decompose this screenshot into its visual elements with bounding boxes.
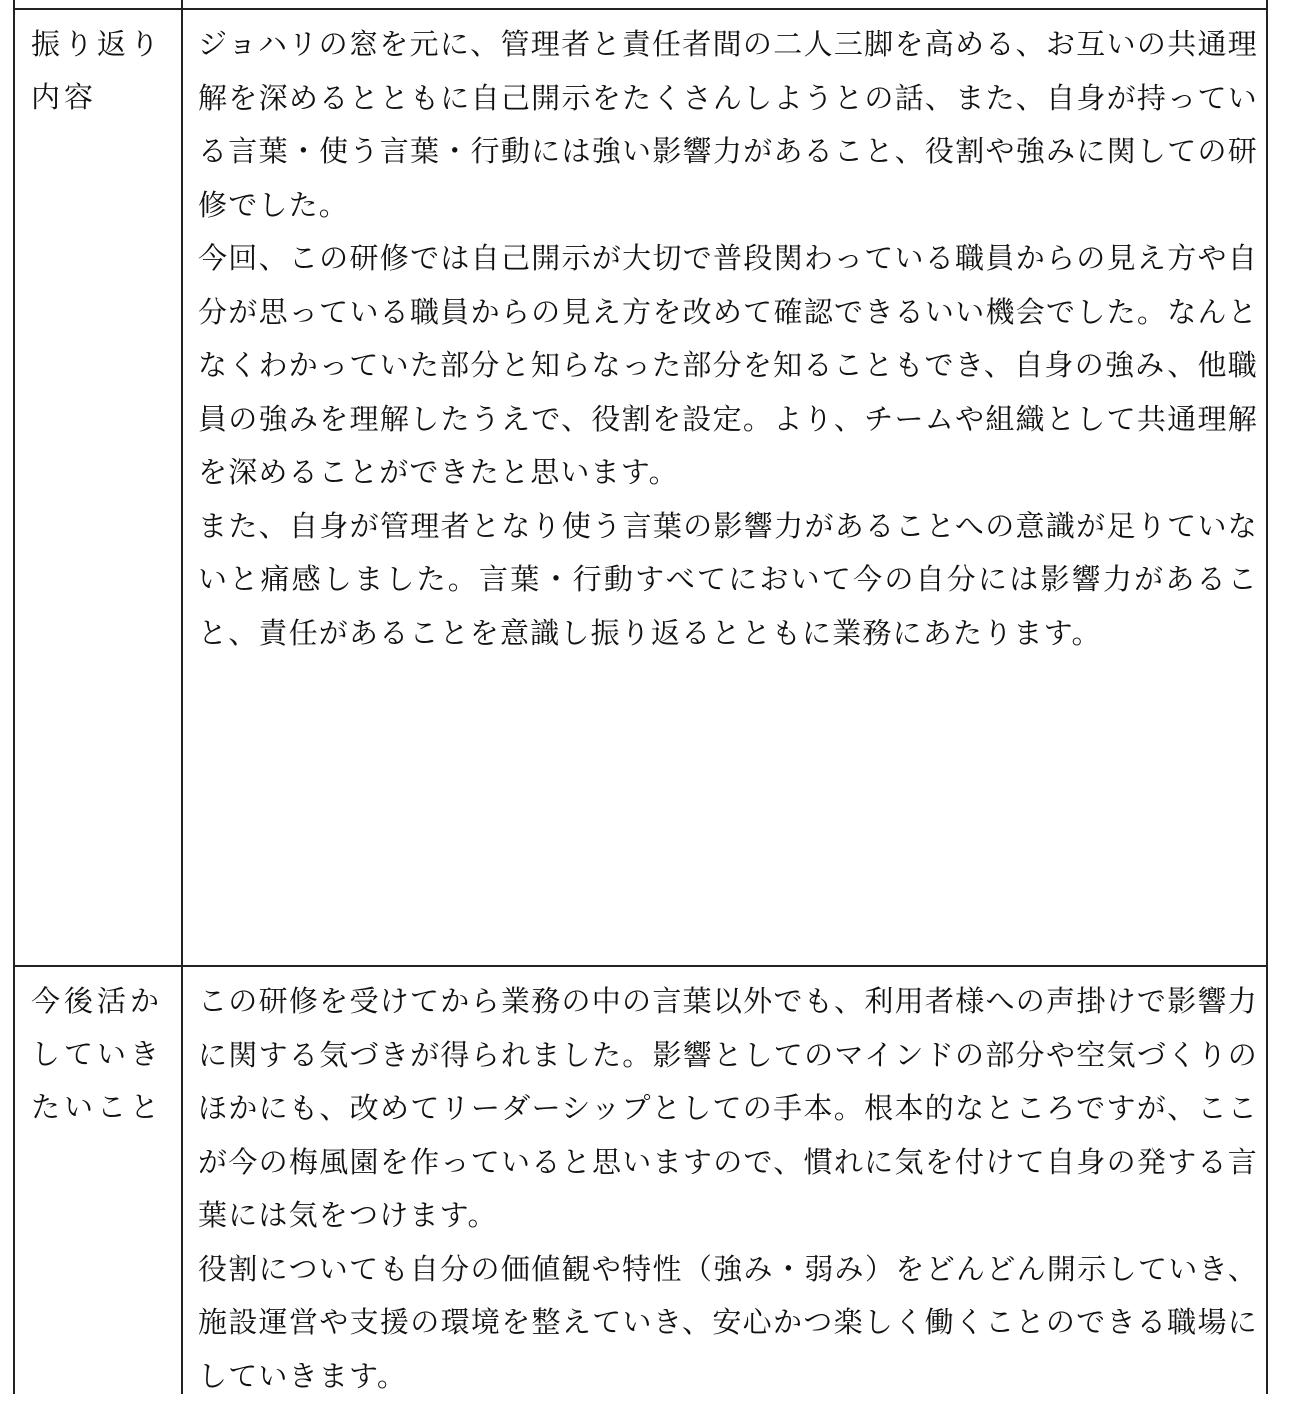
reflection-paragraph-1: ジョハリの窓を元に、管理者と責任者間の二人三脚を高める、お互いの共通理解を深めるとともに自己開示をたくさんしようとの話、また、自身が持っている言葉・使う言葉・行動には強い影響力があること、役割や強みに関しての研修でした。 (198, 18, 1258, 232)
future-paragraph-1: この研修を受けてから業務の中の言葉以外でも、利用者様への声掛けで影響力に関する気づきが得られました。影響としてのマインドの部分や空気づくりのほかにも、改めてリーダーシップとしての手本。根本的なところですが、ここが今の梅風園を作っていると思いますので、慣れに気を付けて自身の発する言葉には気をつけます。 (198, 975, 1258, 1243)
reflection-paragraph-3: また、自身が管理者となり使う言葉の影響力があることへの意識が足りていないと痛感しました。言葉・行動すべてにおいて今の自分には影響力があること、責任があることを意識し振り返るとともに業務にあたります。 (198, 500, 1258, 661)
table-row-reflection (15, 10, 1266, 965)
table-row-future-actions (15, 967, 1266, 1394)
row-content-future-actions (198, 975, 1258, 1403)
row-label-reflection: 振り返り内容 (31, 18, 169, 124)
report-table (13, 0, 1268, 1394)
row-content-reflection (198, 18, 1258, 660)
future-paragraph-2: 役割についても自分の価値観や特性（強み・弱み）をどんどん開示していき、施設運営や支援の環境を整えていき、安心かつ楽しく働くことのできる職場にしていきます。 (198, 1243, 1258, 1403)
row-label-future-actions: 今後活かしていきたいこと (31, 975, 169, 1134)
reflection-paragraph-2: 今回、この研修では自己開示が大切で普段関わっている職員からの見え方や自分が思っている職員からの見え方を改めて確認できるいい機会でした。なんとなくわかっていた部分と知らなった部分を知ることもでき、自身の強み、他職員の強みを理解したうえで、役割を設定。より、チームや組織として共通理解を深めることができたと思います。 (198, 232, 1258, 500)
